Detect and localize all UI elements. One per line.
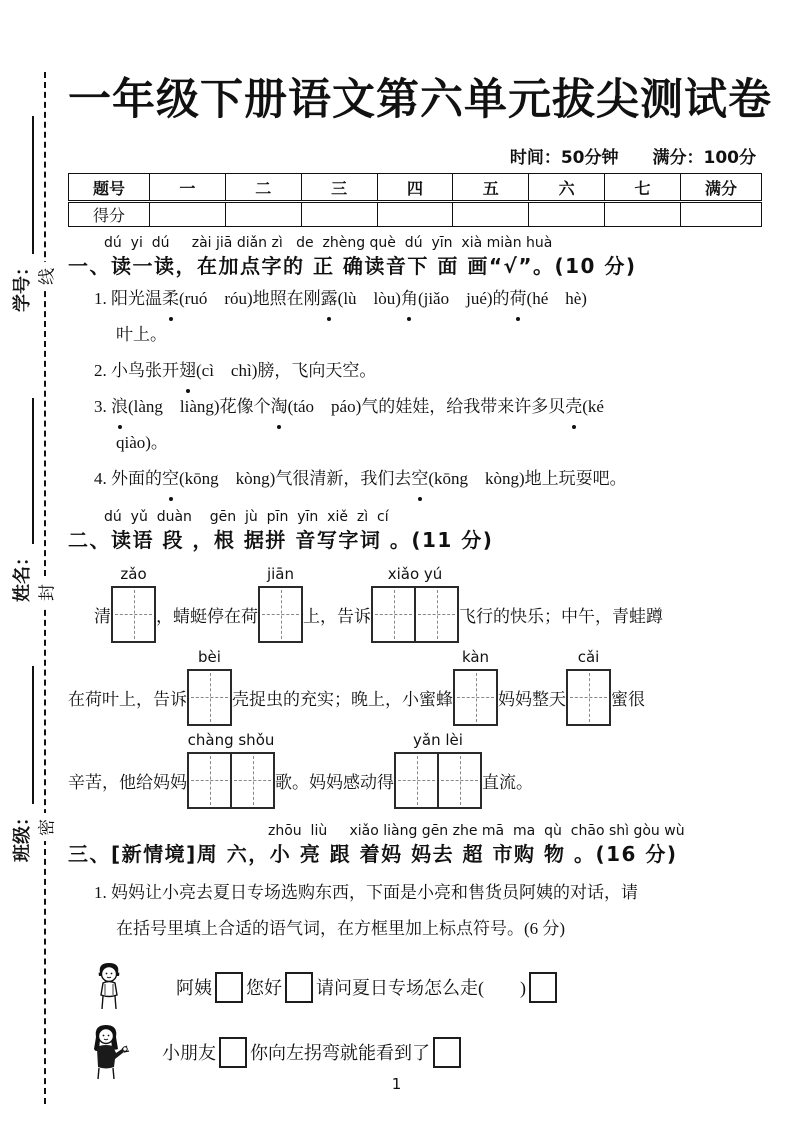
student-id-field [8,88,34,312]
seal-char-xian: 线 [31,262,60,290]
score-blank-cell [529,202,605,227]
dialog-row-woman: 小朋友 你向左拐弯就能看到了 [68,1023,762,1081]
section1-items [68,281,762,497]
dotted-char: 荷 [510,281,527,317]
section1-item3: 3. 浪(làng liàng)花像个淘(táo páo)气的娃娃，给我带来许多贝壳(ké [94,389,762,425]
score-table-cell: 题号 [69,174,150,202]
writing-grid-box [187,669,232,726]
section3-item1-line1: 1. 妈妈让小亮去夏日专场选购东西，下面是小亮和售货员阿姨的对话，请 [94,883,638,902]
name-field [8,370,34,602]
fill-line-2: 在荷叶上，告诉 bèi 壳捉虫的充实；晚上，小蜜蜂 kàn 妈妈整天 cǎi 蜜很 [68,668,762,726]
score-blank-cell [301,202,377,227]
writing-grid [258,564,303,643]
name-label: 姓名： [12,548,33,602]
writing-grid-box [437,752,482,809]
section1-item1: 1. 阳光温柔(ruó róu)地照在刚露(lù lòu)角(jiǎo jué)的荷(hé hè) [94,281,762,317]
score-blank-cell [225,202,301,227]
score-blank-cell [377,202,453,227]
score-table-cell: 一 [150,174,226,202]
section3-item1-line2: 在括号里填上合适的语气词，在方框里加上标点符号。(6 分) [116,919,566,938]
seal-char-mi: 密 [31,813,60,841]
seal-char-feng: 封 [31,578,60,606]
section3-heading: 三、[新情境]周 六，小 亮 跟 着妈 妈去 超 市购 物 。(16 分) [68,842,678,866]
grid-pinyin: jiān [266,564,295,583]
writing-grid [394,730,482,809]
dotted-char: 浪 [111,389,128,425]
dotted-char: 空 [411,461,428,497]
punctuation-box [529,972,557,1003]
time-score-line: 时间：50分钟 满分：100分 [509,148,756,168]
score-table-cell: 六 [529,174,605,202]
section2-heading: 二、读语 段 ，根 据拼 音写字词 。(11 分) [68,528,494,552]
dotted-char: 露 [321,281,338,317]
section3-items [68,875,762,947]
section3-pinyin: zhōu liù xiǎo liàng gēn zhe mā ma qù chāo shì gòu wù [268,823,685,839]
writing-grid-box [566,669,611,726]
page-title: 一年级下册语文第六单元拔尖测试卷 [68,75,772,125]
section1-item1-cont: 叶上。 [116,325,167,344]
score-table-cell: 三 [301,174,377,202]
score-table-cell: 二 [225,174,301,202]
grid-pinyin: bèi [198,647,221,666]
grid-pinyin: zǎo [120,564,147,583]
boy-avatar [90,961,128,1013]
page-number: 1 [391,1075,402,1093]
punctuation-box [215,972,243,1003]
grid-pinyin: yǎn lèi [413,730,463,749]
dialog-row-boy: 阿姨 您好 请问夏日专场怎么走( ) [68,961,762,1013]
writing-grid [187,647,232,726]
writing-grid-box [258,586,303,643]
writing-grid-box [230,752,275,809]
writing-grid-box [111,586,156,643]
punctuation-box [219,1037,247,1068]
writing-grid-box [453,669,498,726]
dotted-char: 淘 [271,389,288,425]
section1-item2: 2. 小鸟张开翅(cì chì)膀，飞向天空。 [94,353,762,389]
score-table-cell: 四 [377,174,453,202]
score-blank-cell [150,202,226,227]
fill-line-3: 辛苦，他给妈妈 chàng shǒu 歌。妈妈感动得 yǎn lèi 直流。 [68,751,762,809]
writing-grid [453,647,498,726]
writing-grid-box [414,586,459,643]
grid-pinyin: chàng shǒu [187,730,275,749]
grid-pinyin: kàn [461,647,490,666]
fill-line-1: 清 zǎo ，蜻蜓停在荷 jiān 上，告诉 xiǎo yú 飞行的快乐；中午，青蛙蹲 [68,585,762,643]
writing-grid [187,730,275,809]
writing-grid-box [394,752,439,809]
section1-item3-cont: qiào)。 [116,433,168,452]
writing-grid [566,647,611,726]
dotted-char: 壳 [565,389,582,425]
writing-grid-box [187,752,232,809]
class-field [8,638,34,862]
section1-heading: 一、读一读，在加点字的 正 确读音下 面 画“√”。(10 分) [68,254,637,278]
student-id-blank [14,116,34,254]
dotted-char: 柔 [162,281,179,317]
class-label: 班级： [12,808,33,862]
grid-pinyin: cǎi [577,647,600,666]
grid-pinyin: xiǎo yú [387,564,443,583]
score-table-cell: 满分 [681,174,762,202]
score-blank-cell [681,202,762,227]
punctuation-box [433,1037,461,1068]
score-table-score-row [69,202,762,227]
score-table-cell: 七 [605,174,681,202]
score-table-cell: 五 [453,174,529,202]
writing-grid [371,564,459,643]
score-row-label: 得分 [69,202,150,227]
dotted-char: 空 [162,461,179,497]
student-id-label: 学号： [12,258,33,312]
punctuation-box [285,972,313,1003]
woman-avatar [84,1023,132,1081]
score-table-header-row [69,174,762,202]
dotted-char: 翅 [179,353,196,389]
section2-pinyin: dú yǔ duàn gēn jù pīn yīn xiě zì cí [104,509,389,525]
class-blank [14,666,34,804]
score-blank-cell [453,202,529,227]
writing-grid [111,564,156,643]
score-blank-cell [605,202,681,227]
dotted-char: 角 [401,281,418,317]
score-table [68,173,762,227]
section1-item4: 4. 外面的空(kōng kòng)气很清新，我们去空(kōng kòng)地上玩耍吧。 [94,461,762,497]
writing-grid-box [371,586,416,643]
section1-pinyin: dú yi dú zài jiā diǎn zì de zhèng què dú yīn xià miàn huà [104,235,553,251]
name-blank [14,398,34,544]
